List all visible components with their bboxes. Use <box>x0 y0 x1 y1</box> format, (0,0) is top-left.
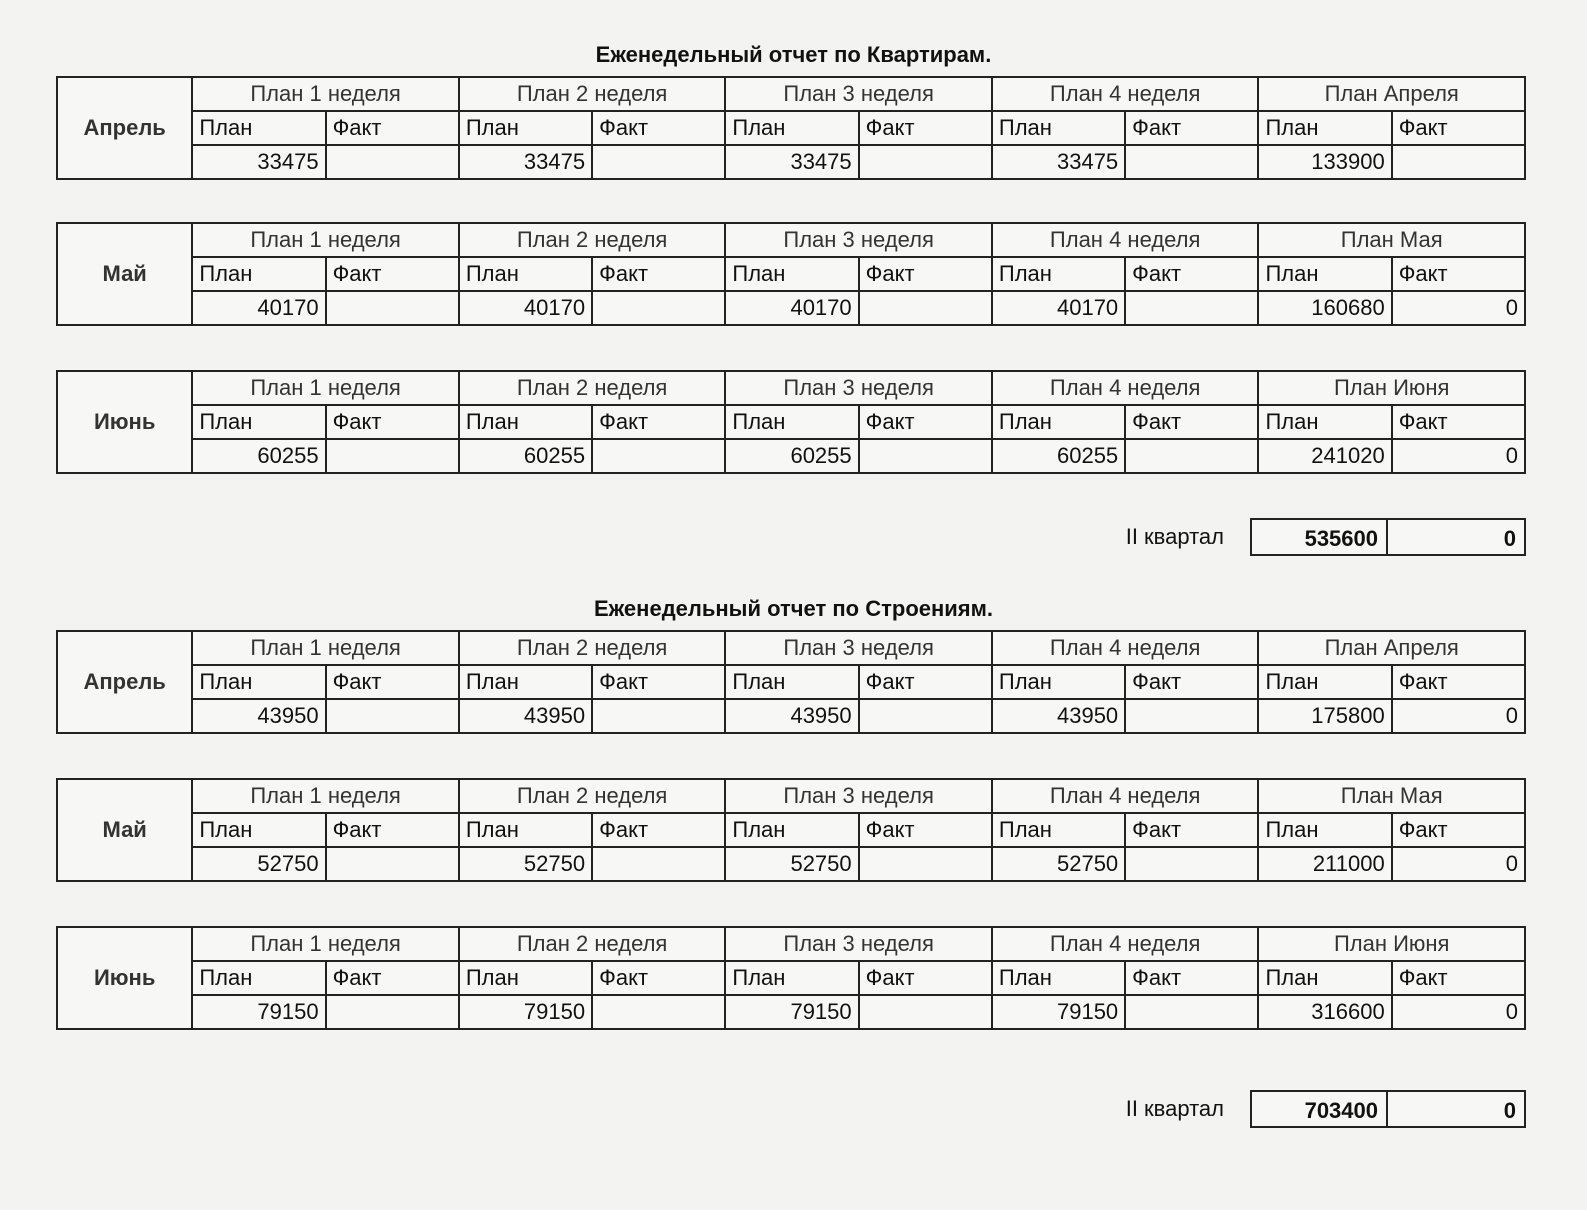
fact-value <box>1125 995 1258 1029</box>
fact-value <box>1125 699 1258 733</box>
fact-value <box>326 439 459 473</box>
week-header: План Апреля <box>1258 77 1525 111</box>
week-header: План 3 неделя <box>725 223 992 257</box>
plan-value: 33475 <box>192 145 325 179</box>
fact-value: 0 <box>1392 995 1525 1029</box>
week-header: План 3 неделя <box>725 371 992 405</box>
fact-value <box>859 145 992 179</box>
plan-column-label: План <box>192 257 325 291</box>
plan-value: 175800 <box>1258 699 1391 733</box>
fact-column-label: Факт <box>859 813 992 847</box>
fact-column-label: Факт <box>1392 257 1525 291</box>
week-header: План 3 неделя <box>725 77 992 111</box>
plan-column-label: План <box>1258 961 1391 995</box>
plan-value: 52750 <box>459 847 592 881</box>
month-label: Июнь <box>57 927 192 1029</box>
fact-column-label: Факт <box>1392 813 1525 847</box>
month-label: Май <box>57 779 192 881</box>
plan-column-label: План <box>192 111 325 145</box>
plan-value: 33475 <box>992 145 1125 179</box>
month-table <box>56 76 1526 180</box>
fact-column-label: Факт <box>1125 665 1258 699</box>
week-header: План 2 неделя <box>459 631 726 665</box>
week-header: План 2 неделя <box>459 779 726 813</box>
month-table <box>56 630 1526 734</box>
fact-value <box>592 145 725 179</box>
plan-value: 60255 <box>992 439 1125 473</box>
fact-value <box>1125 145 1258 179</box>
month-table <box>56 370 1526 474</box>
month-label: Апрель <box>57 77 192 179</box>
plan-column-label: План <box>992 405 1125 439</box>
fact-value <box>859 291 992 325</box>
plan-value: 52750 <box>992 847 1125 881</box>
plan-column-label: План <box>459 665 592 699</box>
fact-column-label: Факт <box>859 405 992 439</box>
fact-column-label: Факт <box>1392 665 1525 699</box>
plan-column-label: План <box>192 813 325 847</box>
fact-column-label: Факт <box>1392 405 1525 439</box>
fact-column-label: Факт <box>326 257 459 291</box>
plan-value: 52750 <box>725 847 858 881</box>
plan-column-label: План <box>725 813 858 847</box>
plan-column-label: План <box>1258 257 1391 291</box>
plan-value: 79150 <box>992 995 1125 1029</box>
quarter-total <box>1084 1090 1526 1128</box>
week-header: План 2 неделя <box>459 927 726 961</box>
fact-column-label: Факт <box>859 665 992 699</box>
plan-column-label: План <box>192 405 325 439</box>
fact-value <box>592 699 725 733</box>
fact-column-label: Факт <box>326 813 459 847</box>
plan-value: 33475 <box>459 145 592 179</box>
quarter-plan-total: 535600 <box>1250 518 1388 556</box>
week-header: План 4 неделя <box>992 77 1259 111</box>
quarter-fact-total: 0 <box>1388 1090 1526 1128</box>
fact-value <box>1125 847 1258 881</box>
plan-column-label: План <box>725 257 858 291</box>
quarter-plan-total: 703400 <box>1250 1090 1388 1128</box>
fact-value <box>326 847 459 881</box>
month-table <box>56 778 1526 882</box>
fact-column-label: Факт <box>326 405 459 439</box>
week-header: План 4 неделя <box>992 779 1259 813</box>
fact-value <box>592 995 725 1029</box>
plan-value: 60255 <box>725 439 858 473</box>
plan-column-label: План <box>992 257 1125 291</box>
fact-column-label: Факт <box>592 111 725 145</box>
fact-value <box>592 291 725 325</box>
plan-value: 60255 <box>459 439 592 473</box>
quarter-total <box>1084 518 1526 556</box>
fact-column-label: Факт <box>326 961 459 995</box>
week-header: План 1 неделя <box>192 631 459 665</box>
week-header: План 2 неделя <box>459 223 726 257</box>
fact-column-label: Факт <box>592 665 725 699</box>
plan-column-label: План <box>725 961 858 995</box>
section-title: Еженедельный отчет по Строениям. <box>593 596 994 621</box>
plan-column-label: План <box>992 111 1125 145</box>
plan-value: 160680 <box>1258 291 1391 325</box>
fact-column-label: Факт <box>1125 813 1258 847</box>
plan-column-label: План <box>1258 405 1391 439</box>
plan-column-label: План <box>725 111 858 145</box>
plan-column-label: План <box>192 665 325 699</box>
plan-value: 316600 <box>1258 995 1391 1029</box>
plan-value: 133900 <box>1258 145 1391 179</box>
fact-value <box>326 145 459 179</box>
fact-column-label: Факт <box>859 257 992 291</box>
week-header: План 3 неделя <box>725 927 992 961</box>
fact-column-label: Факт <box>1392 111 1525 145</box>
fact-column-label: Факт <box>1125 257 1258 291</box>
fact-column-label: Факт <box>326 111 459 145</box>
week-header: План Июня <box>1258 927 1525 961</box>
week-header: План 4 неделя <box>992 371 1259 405</box>
plan-value: 60255 <box>192 439 325 473</box>
week-header: План 4 неделя <box>992 223 1259 257</box>
week-header: План Мая <box>1258 779 1525 813</box>
plan-value: 211000 <box>1258 847 1391 881</box>
fact-value: 0 <box>1392 847 1525 881</box>
fact-value <box>859 995 992 1029</box>
fact-value <box>592 439 725 473</box>
fact-column-label: Факт <box>1392 961 1525 995</box>
week-header: План 1 неделя <box>192 927 459 961</box>
fact-value <box>326 699 459 733</box>
plan-value: 79150 <box>192 995 325 1029</box>
week-header: План 3 неделя <box>725 631 992 665</box>
fact-column-label: Факт <box>326 665 459 699</box>
plan-value: 43950 <box>459 699 592 733</box>
quarter-label: II квартал <box>1125 1096 1224 1121</box>
month-label: Май <box>57 223 192 325</box>
fact-column-label: Факт <box>1125 405 1258 439</box>
fact-column-label: Факт <box>859 111 992 145</box>
fact-value: 0 <box>1392 699 1525 733</box>
plan-value: 40170 <box>992 291 1125 325</box>
fact-column-label: Факт <box>592 813 725 847</box>
plan-column-label: План <box>459 257 592 291</box>
section-title: Еженедельный отчет по Квартирам. <box>595 42 992 67</box>
week-header: План 2 неделя <box>459 371 726 405</box>
month-label: Июнь <box>57 371 192 473</box>
plan-column-label: План <box>1258 813 1391 847</box>
fact-column-label: Факт <box>592 257 725 291</box>
fact-value: 0 <box>1392 291 1525 325</box>
plan-column-label: План <box>459 405 592 439</box>
plan-value: 33475 <box>725 145 858 179</box>
plan-column-label: План <box>725 665 858 699</box>
fact-value <box>859 439 992 473</box>
week-header: План 3 неделя <box>725 779 992 813</box>
plan-column-label: План <box>192 961 325 995</box>
plan-column-label: План <box>1258 111 1391 145</box>
fact-value: 0 <box>1392 439 1525 473</box>
week-header: План Апреля <box>1258 631 1525 665</box>
plan-value: 79150 <box>725 995 858 1029</box>
plan-column-label: План <box>1258 665 1391 699</box>
fact-column-label: Факт <box>592 405 725 439</box>
plan-column-label: План <box>459 961 592 995</box>
plan-value: 43950 <box>992 699 1125 733</box>
fact-value <box>1125 439 1258 473</box>
fact-value <box>592 847 725 881</box>
plan-value: 241020 <box>1258 439 1391 473</box>
fact-value <box>859 699 992 733</box>
week-header: План 2 неделя <box>459 77 726 111</box>
week-header: План 4 неделя <box>992 927 1259 961</box>
fact-column-label: Факт <box>592 961 725 995</box>
plan-value: 52750 <box>192 847 325 881</box>
fact-column-label: Факт <box>1125 111 1258 145</box>
plan-column-label: План <box>459 111 592 145</box>
fact-column-label: Факт <box>1125 961 1258 995</box>
week-header: План 4 неделя <box>992 631 1259 665</box>
week-header: План 1 неделя <box>192 779 459 813</box>
plan-value: 40170 <box>459 291 592 325</box>
week-header: План Мая <box>1258 223 1525 257</box>
plan-column-label: План <box>992 961 1125 995</box>
plan-column-label: План <box>992 813 1125 847</box>
fact-value <box>326 291 459 325</box>
plan-column-label: План <box>725 405 858 439</box>
quarter-label: II квартал <box>1125 524 1224 549</box>
plan-column-label: План <box>992 665 1125 699</box>
week-header: План 1 неделя <box>192 77 459 111</box>
fact-value <box>859 847 992 881</box>
month-table <box>56 222 1526 326</box>
week-header: План Июня <box>1258 371 1525 405</box>
fact-column-label: Факт <box>859 961 992 995</box>
plan-value: 40170 <box>725 291 858 325</box>
plan-value: 43950 <box>192 699 325 733</box>
week-header: План 1 неделя <box>192 371 459 405</box>
month-table <box>56 926 1526 1030</box>
plan-value: 40170 <box>192 291 325 325</box>
fact-value <box>1392 145 1525 179</box>
plan-value: 43950 <box>725 699 858 733</box>
fact-value <box>1125 291 1258 325</box>
fact-value <box>326 995 459 1029</box>
month-label: Апрель <box>57 631 192 733</box>
plan-value: 79150 <box>459 995 592 1029</box>
plan-column-label: План <box>459 813 592 847</box>
quarter-fact-total: 0 <box>1388 518 1526 556</box>
week-header: План 1 неделя <box>192 223 459 257</box>
